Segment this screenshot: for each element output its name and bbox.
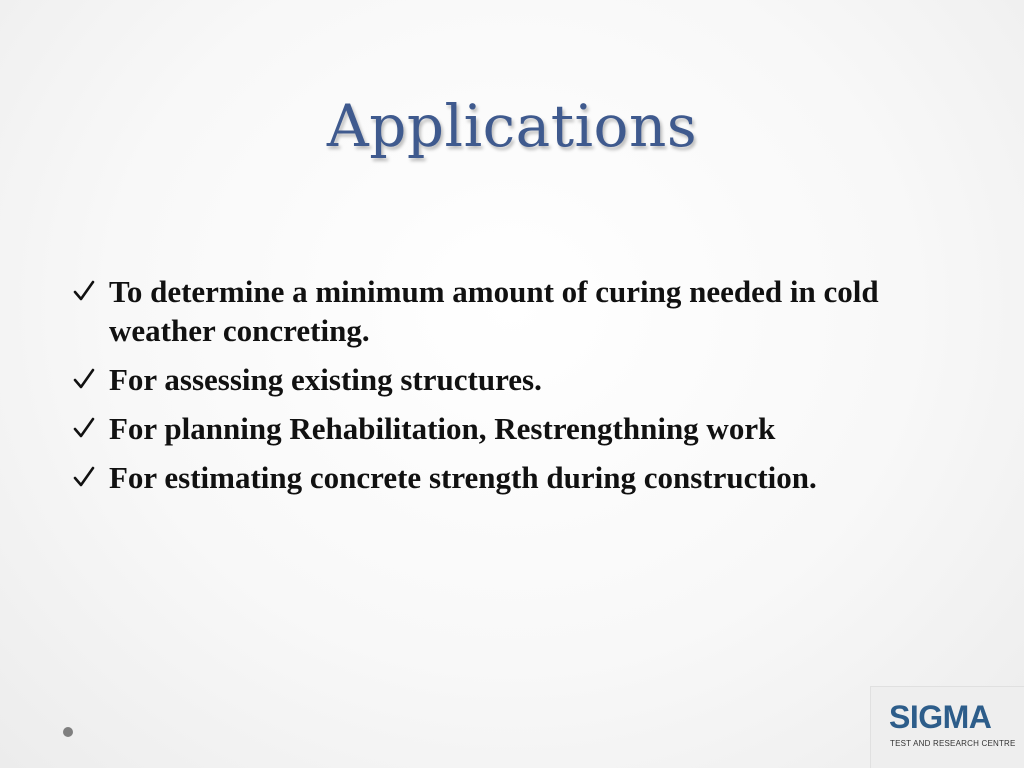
checkmark-icon bbox=[72, 410, 96, 446]
bullet-item bbox=[72, 409, 972, 448]
bullet-item bbox=[72, 360, 972, 399]
checkmark-icon bbox=[72, 361, 96, 397]
checkmark-icon bbox=[72, 459, 96, 495]
logo-tagline: TEST AND RESEARCH CENTRE bbox=[890, 739, 1016, 748]
bullet-text: For planning Rehabilitation, Restrengthning work bbox=[109, 411, 776, 446]
slide-nav-dot bbox=[63, 727, 73, 737]
bullet-item bbox=[72, 458, 972, 497]
bullet-list bbox=[72, 272, 972, 507]
bullet-item bbox=[72, 272, 972, 350]
bullet-text: To determine a minimum amount of curing needed in cold weather concreting. bbox=[109, 274, 879, 348]
sigma-logo bbox=[870, 686, 1024, 768]
bullet-text: For assessing existing structures. bbox=[109, 362, 542, 397]
bullet-text: For estimating concrete strength during construction. bbox=[109, 460, 817, 495]
checkmark-icon bbox=[72, 273, 96, 309]
slide-title: Applications bbox=[326, 92, 698, 160]
logo-wordmark: SIGMA bbox=[889, 699, 992, 735]
